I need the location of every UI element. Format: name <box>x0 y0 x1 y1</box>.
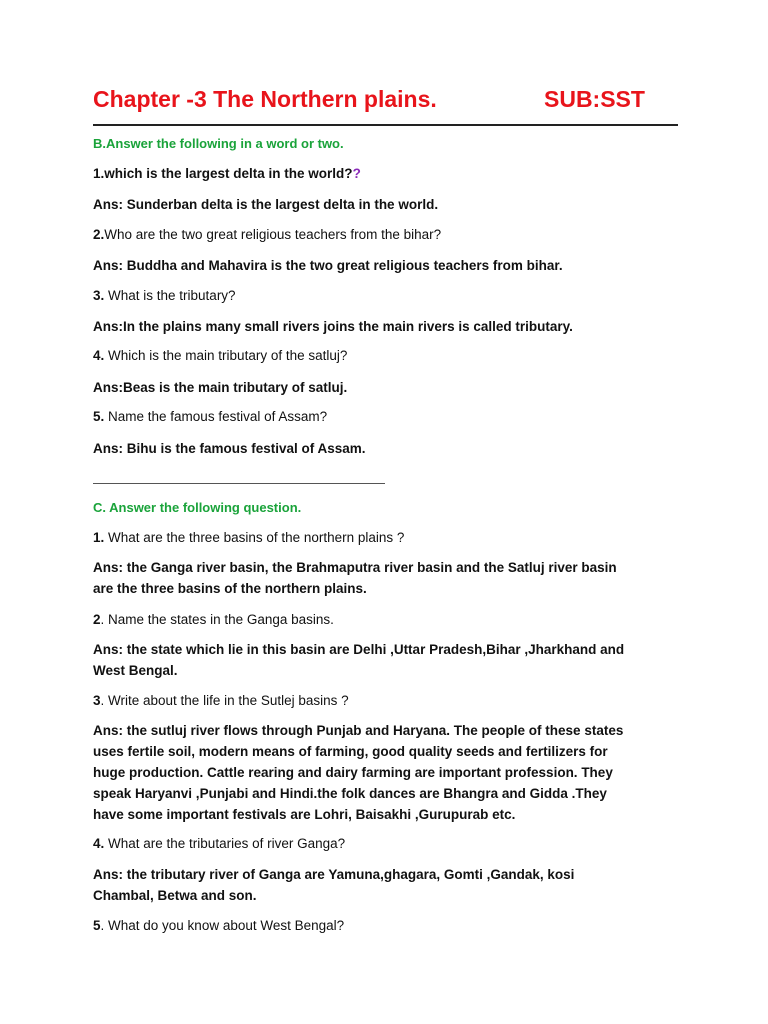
question-number: 4. <box>93 836 105 851</box>
question-text: What are the tributaries of river Ganga? <box>104 836 346 851</box>
question-number: 2 <box>93 612 101 627</box>
question-text: Which is the main tributary of the satluj? <box>104 348 348 363</box>
question-number: 4. <box>93 348 105 363</box>
section-divider <box>93 483 385 484</box>
section-b-question-3 <box>93 288 236 303</box>
answer-text: : Sunderban delta is the largest delta in the world. <box>118 197 439 212</box>
section-c-question-1 <box>93 530 404 545</box>
section-c-answer-1 <box>93 557 673 599</box>
question-text: .which is the largest delta in the world? <box>100 166 353 181</box>
question-number: 3. <box>93 288 105 303</box>
section-c-question-5 <box>93 918 344 933</box>
question-mark-highlight: ? <box>352 166 361 181</box>
section-b-question-5 <box>93 409 327 424</box>
section-c-question-2 <box>93 612 334 627</box>
question-number: 3 <box>93 693 101 708</box>
section-b-question-1 <box>93 166 361 181</box>
section-b-answer-5: Ans: Bihu is the famous festival of Assam. <box>93 441 366 456</box>
answer-line: uses fertile soil, modern means of farming, good quality seeds and fertilizers for <box>93 744 608 759</box>
answer-label: Ans <box>93 258 119 273</box>
section-c-answer-2 <box>93 639 673 681</box>
question-text: Name the famous festival of Assam? <box>104 409 328 424</box>
question-number: 5. <box>93 409 105 424</box>
answer-line: huge production. Cattle rearing and dairy farming are important profession. They <box>93 765 613 780</box>
section-b-answer-1 <box>93 194 673 215</box>
answer-line: Chambal, Betwa and son. <box>93 888 257 903</box>
answer-label: Ans <box>93 197 119 212</box>
question-text: What is the tributary? <box>104 288 236 303</box>
question-number: 2. <box>93 227 105 242</box>
subject-label: SUB:SST <box>544 86 645 112</box>
section-c-question-4 <box>93 836 345 851</box>
answer-line: Ans: the sutluj river flows through Punjab and Haryana. The people of these states <box>93 723 624 738</box>
page-header <box>93 86 678 126</box>
section-b-answer-2 <box>93 255 673 276</box>
question-number: 1 <box>93 166 101 181</box>
section-b-answer-4: Ans:Beas is the main tributary of satluj. <box>93 380 348 395</box>
section-b-question-2 <box>93 227 441 242</box>
section-b-heading: B.Answer the following in a word or two. <box>93 136 344 151</box>
question-number: 1. <box>93 530 105 545</box>
answer-line: Ans: the state which lie in this basin are Delhi ,Uttar Pradesh,Bihar ,Jharkhand and <box>93 642 625 657</box>
section-c-heading: C. Answer the following question. <box>93 500 302 515</box>
answer-line: West Bengal. <box>93 663 178 678</box>
question-text: . Name the states in the Ganga basins. <box>100 612 334 627</box>
section-c-question-3 <box>93 693 349 708</box>
question-text: Who are the two great religious teachers from the bihar? <box>104 227 442 242</box>
section-b-answer-3: Ans:In the plains many small rivers joins the main rivers is called tributary. <box>93 319 573 334</box>
answer-line: speak Haryanvi ,Punjabi and Hindi.the folk dances are Bhangra and Gidda .They <box>93 786 607 801</box>
answer-line: Ans: the tributary river of Ganga are Yamuna,ghagara, Gomti ,Gandak, kosi <box>93 867 575 882</box>
answer-line: have some important festivals are Lohri, Baisakhi ,Gurupurab etc. <box>93 807 516 822</box>
chapter-title: Chapter -3 The Northern plains. <box>93 86 437 112</box>
question-text: . Write about the life in the Sutlej basins ? <box>100 693 349 708</box>
question-number: 5 <box>93 918 101 933</box>
section-c-answer-3 <box>93 720 673 825</box>
answer-line: are the three basins of the northern plains. <box>93 581 367 596</box>
section-c-answer-4 <box>93 864 673 906</box>
answer-text: : Buddha and Mahavira is the two great religious teachers from bihar. <box>118 258 563 273</box>
question-text: . What do you know about West Bengal? <box>100 918 345 933</box>
answer-line: Ans: the Ganga river basin, the Brahmaputra river basin and the Satluj river basin <box>93 560 617 575</box>
section-b-question-4 <box>93 348 347 363</box>
question-text: What are the three basins of the northern plains ? <box>104 530 405 545</box>
